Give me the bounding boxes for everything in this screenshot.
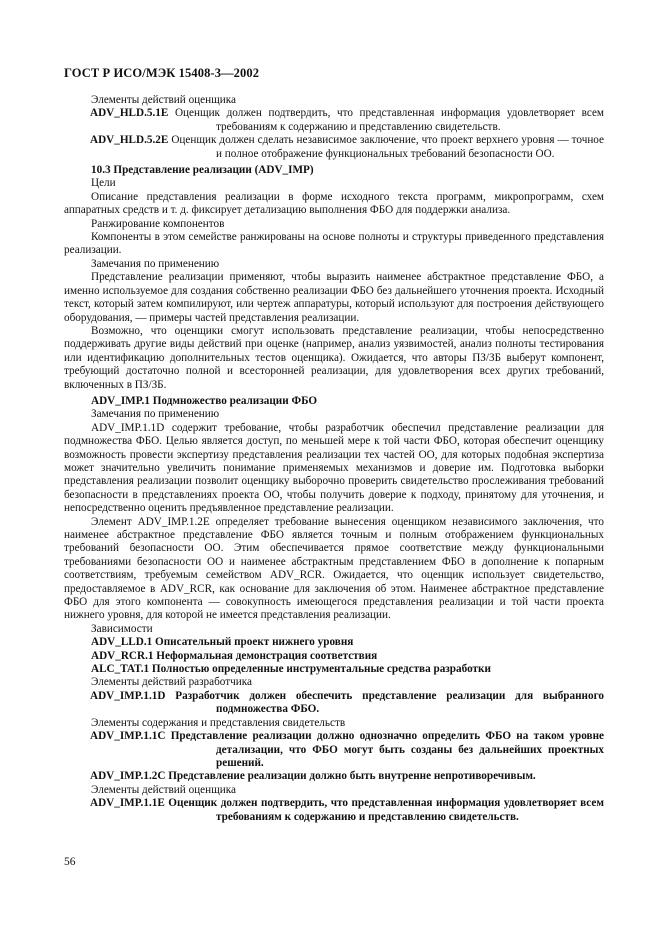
content-elements-label: Элементы содержания и представления свидетельств [91,716,346,729]
dependencies-label: Зависимости [91,622,153,635]
component-notes-label: Замечания по применению [91,408,220,421]
document-body [64,94,604,824]
element-imp-1-2c: ADV_IMP.1.2C Представление реализации должно быть внутренне непротиворечивым. [90,770,536,783]
dependency-item: ALC_TAT.1 Полностью определенные инструментальные средства разработки [91,663,491,676]
element-hld-5-1e: ADV_HLD.5.1E Оценщик должен подтвердить, что представленная информация удовлетворяет всем требованиям к содержанию и представлению свидетельств. [90,107,605,133]
component-paragraph-2: Элемент ADV_IMP.1.2E определяет требование вынесения оценщиком независимого заключения, что наименее абстрактное представление ФБО является точным и полным отображением функциональных требований безопасности ОО. Этим обеспечивается прямое соответствие между функциональными требованиями безопасности ОО и наименее абстрактным представлением ФБО в дополнение к попарным соответствиям, требуемым семейством ADV_RCR. Ожидается, что оценщик использует свидетельство, предоставляемое в ADV_RCR, как основание для заключения об этом. Наименее абстрактное представление ФБО для этого компонента — совокупность имеющегося представления реализации и той части проекта нижнего уровня, для которой не имеется представления реализации. [64,515,604,622]
section-title: 10.3 Представление реализации (ADV_IMP) [91,164,314,177]
dependency-item: ADV_RCR.1 Неформальная демонстрация соответствия [91,649,378,662]
element-imp-1-1c: ADV_IMP.1.1C Представление реализации должно однозначно определить ФБО на таком уровне детализации, что ФБО могут быть созданы без дальнейших проектных решений. [90,730,604,769]
notes-paragraph-2: Возможно, что оценщики смогут использовать представление реализации, чтобы непосредственно поддерживать другие виды действий при оценке (например, анализ уязвимостей, анализ полноты тестирования или идентификацию дополнительных тестов оценщика). Ожидается, что авторы ПЗ/ЗБ выберут компонент, требующий достаточно полной и всесторонней реализации, для удовлетворения всех других требований, включенных в ПЗ/ЗБ. [64,324,604,391]
notes-label: Замечания по применению [91,257,220,270]
page-number: 56 [64,856,76,868]
notes-paragraph-1: Представление реализации применяют, чтобы выразить наименее абстрактное представление ФБО, а именно используемое для создания собственно реализации ФБО без дальнейшего уточнения проекта. Исходный текст, который затем компилируют, или чертеж аппаратуры, который используют для построения действующего оборудования, — примеры частей представления реализации. [64,271,604,324]
element-hld-5-2e: ADV_HLD.5.2E Оценщик должен сделать независимое заключение, что проект верхнего уровня — точное и полное отображение функциональных требований безопасности ОО. [90,134,604,160]
ranking-label: Ранжирование компонентов [91,217,225,230]
evaluator-actions-label: Элементы действий оценщика [91,94,236,106]
component-title: ADV_IMP.1 Подмножество реализации ФБО [91,394,318,407]
dependency-item: ADV_LLD.1 Описательный проект нижнего уровня [91,636,354,649]
developer-actions-label: Элементы действий разработчика [91,676,252,689]
element-imp-1-1e: ADV_IMP.1.1E Оценщик должен подтвердить, что представленная информация удовлетворяет всем требованиям к содержанию и представлению свидетельств. [90,797,604,823]
goals-label: Цели [91,177,116,190]
component-paragraph-1: ADV_IMP.1.1D содержит требование, чтобы разработчик обеспечил представление реализации для подмножества ФБО. Целью является доступ, по меньшей мере к той части ФБО, которая обеспечит оценщику возможность провести экспертизу представления реализации тех частей ОО, для которых подобная экспертиза может значительно увеличить понимание применяемых механизмов и доверие им. Подготовка выборки представления реализации позволит оценщику выборочно проверить свидетельство прослеживания требований безопасности в представлениях проекта ОО, чтобы получить доверие к подходу, принятому для уточнения, и непосредственно оценить предъявленное представление реализации. [64,421,604,515]
evaluator-actions-label-2: Элементы действий оценщика [91,783,236,796]
ranking-text: Компоненты в этом семействе ранжированы на основе полноты и структуры приведенного представления реализации. [64,231,604,257]
element-imp-1-1d: ADV_IMP.1.1D Разработчик должен обеспечить представление реализации для выбранного подмножества ФБО. [90,689,604,716]
goals-text: Описание представления реализации в форме исходного текста программ, микропрограмм, схем аппаратных средств и т. д. фиксирует детализацию выполнения ФБО для поддержки анализа. [64,190,604,217]
document-header: ГОСТ Р ИСО/МЭК 15408-3—2002 [64,66,260,80]
